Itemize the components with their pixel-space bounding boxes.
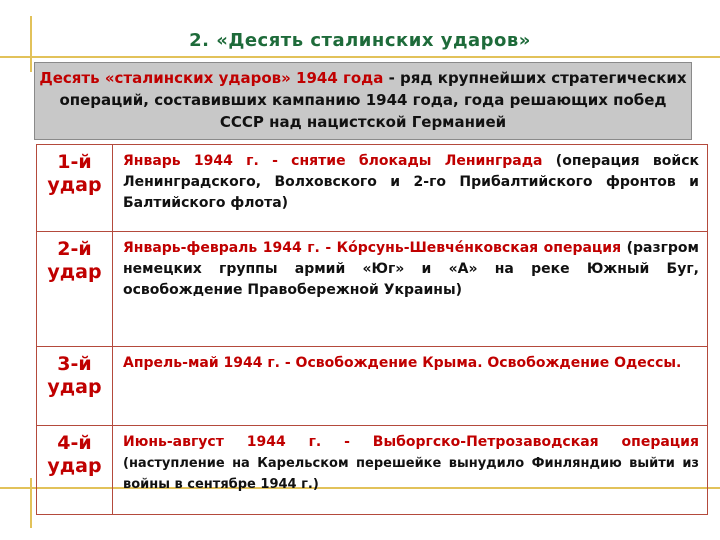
bottom-vertical-line xyxy=(30,478,32,528)
strike-word: удар xyxy=(47,376,102,398)
intro-text: - ряд крупнейших стратегических операций, составивших кампанию 1944 года, года решающих побед СССР над нацистской Германией xyxy=(59,69,687,131)
table-row xyxy=(37,232,708,347)
strike-details: (разгром немецких группы армий «Юг» и «А» на реке Южный Буг, освобождение Правобережной Украины) xyxy=(123,240,699,298)
slide-title: 2. «Десять сталинских ударов» xyxy=(189,30,531,51)
table-row xyxy=(37,426,708,515)
strike-number: 1-й xyxy=(57,151,92,173)
strike-description xyxy=(113,145,708,232)
top-rule-line xyxy=(0,56,720,58)
table-row xyxy=(37,145,708,232)
intro-highlight: Десять «сталинских ударов» 1944 года xyxy=(39,69,384,87)
strike-label xyxy=(37,347,113,426)
strike-lead: Январь-февраль 1944 г. - Ко́рсунь-Шевче́нковская операция xyxy=(123,240,622,256)
strike-label xyxy=(37,232,113,347)
strike-word: удар xyxy=(47,261,102,283)
strike-word: удар xyxy=(47,455,102,477)
strike-description xyxy=(113,232,708,347)
strike-lead: Январь 1944 г. - снятие блокады Ленинграда xyxy=(123,153,543,169)
intro-box xyxy=(34,62,692,140)
strike-lead: Апрель-май 1944 г. - Освобождение Крыма. Освобождение Одессы. xyxy=(123,355,682,371)
strike-details: (наступление на Карельском перешейке вынудило Финляндию выйти из войны в сентябре 1944 г.) xyxy=(123,456,699,492)
strike-details: (операция войск Ленинградского, Волховского и 2-го Прибалтийского фронтов и Балтийского флота) xyxy=(123,153,700,211)
strike-label xyxy=(37,145,113,232)
strike-lead: Июнь-август 1944 г. - Выборгско-Петрозаводская операция xyxy=(123,434,699,450)
strike-description xyxy=(113,347,708,426)
strike-number: 3-й xyxy=(57,353,92,375)
strike-description xyxy=(113,426,708,515)
strikes-table xyxy=(36,144,708,515)
strike-number: 2-й xyxy=(57,238,92,260)
strike-number: 4-й xyxy=(57,432,92,454)
table-row xyxy=(37,347,708,426)
strike-label xyxy=(37,426,113,515)
strike-word: удар xyxy=(47,174,102,196)
